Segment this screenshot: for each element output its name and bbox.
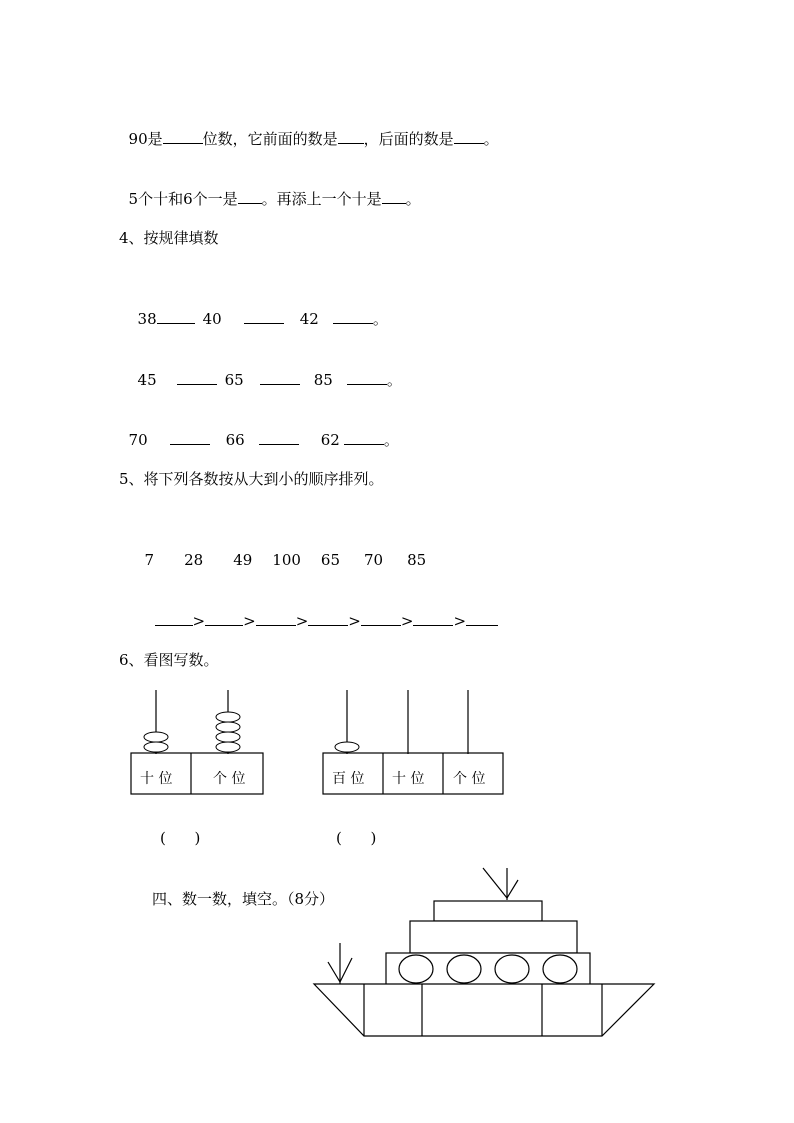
answer-blank[interactable] (361, 610, 401, 626)
q5-text-2: 。再添上一个十是 (261, 190, 382, 208)
answer-blank[interactable] (333, 308, 373, 324)
boat-figure (300, 860, 670, 1049)
gt-sign: > (348, 612, 361, 630)
answer-blank[interactable] (256, 610, 296, 626)
answer-blank[interactable] (338, 128, 364, 144)
q90-text-2: 位数，它前面的数是 (202, 130, 338, 148)
answer-blank[interactable] (382, 188, 406, 204)
ones-beads (216, 712, 240, 752)
answer-blank[interactable] (260, 369, 300, 385)
answer-blank[interactable] (466, 610, 498, 626)
q5-text-1: 5个十和6个一是 (128, 190, 238, 208)
section-6-title: 6、看图写数。 (119, 651, 219, 669)
place-label-ones: 个 位 (453, 771, 486, 787)
abacus-three-place (322, 688, 506, 798)
list-number: 7 (144, 551, 155, 569)
answer-blank[interactable] (170, 429, 210, 445)
q5-text-3: 。 (405, 190, 421, 208)
section-5-title: 5、将下列各数按从大到小的顺序排列。 (119, 470, 384, 488)
pattern-number: 62 (320, 431, 340, 449)
pattern-number: 40 (202, 310, 222, 328)
answer-blank[interactable] (177, 369, 217, 385)
answer-parentheses-1[interactable]: ( ) (160, 829, 201, 847)
answer-blank[interactable] (163, 128, 203, 144)
place-label-tens: 十 位 (392, 771, 425, 787)
pattern-end: 。 (386, 371, 402, 389)
gt-sign: > (453, 612, 467, 630)
list-number: 85 (407, 551, 427, 569)
list-number: 100 (272, 551, 301, 569)
place-label-ones: 个 位 (213, 771, 246, 787)
pattern-number: 85 (313, 371, 333, 389)
answer-blank[interactable] (244, 308, 284, 324)
gt-sign: > (295, 612, 309, 630)
answer-blank[interactable] (344, 429, 384, 445)
pattern-number: 70 (128, 431, 148, 449)
hundreds-beads (335, 742, 359, 752)
section-4-title: 4、按规律填数 (119, 229, 219, 247)
pattern-number: 42 (299, 310, 319, 328)
section-four-title: 四、数一数，填空。（8分） (152, 890, 335, 908)
q90-text-4: 。 (483, 130, 499, 148)
place-label-hundreds: 百 位 (332, 771, 365, 787)
pattern-end: 。 (372, 310, 388, 328)
gt-sign: > (400, 612, 414, 630)
q90-text-1: 90是 (128, 130, 163, 148)
question-90 (119, 108, 499, 149)
number-list (135, 530, 426, 570)
answer-blank[interactable] (308, 610, 348, 626)
q90-text-3: ，后面的数是 (363, 130, 454, 148)
pattern-row-3 (119, 409, 399, 450)
answer-parentheses-2[interactable]: ( ) (336, 829, 377, 847)
top-arrow-icon (483, 868, 518, 900)
answer-blank[interactable] (347, 369, 387, 385)
list-number: 70 (364, 551, 384, 569)
place-label-tens: 十 位 (140, 771, 173, 787)
list-number: 28 (184, 551, 204, 569)
ordering-row (145, 590, 498, 631)
answer-blank[interactable] (205, 610, 243, 626)
answer-blank[interactable] (157, 308, 195, 324)
gt-sign: > (243, 612, 256, 630)
question-tens-ones (119, 168, 421, 209)
answer-blank[interactable] (155, 610, 193, 626)
pattern-row-1 (128, 288, 388, 329)
tens-beads (144, 732, 168, 752)
answer-blank[interactable] (454, 128, 484, 144)
pattern-number: 66 (225, 431, 245, 449)
answer-blank[interactable] (259, 429, 299, 445)
pattern-number: 45 (137, 371, 157, 389)
gt-sign: > (192, 612, 206, 630)
answer-blank[interactable] (413, 610, 453, 626)
left-arrow-icon (328, 943, 352, 984)
list-number: 65 (320, 551, 341, 569)
pattern-row-2 (128, 349, 402, 390)
pattern-number: 38 (137, 310, 157, 328)
abacus-two-place (130, 688, 266, 798)
answer-blank[interactable] (238, 188, 262, 204)
pattern-number: 65 (224, 371, 244, 389)
pattern-end: 。 (383, 431, 399, 449)
list-number: 49 (233, 551, 253, 569)
